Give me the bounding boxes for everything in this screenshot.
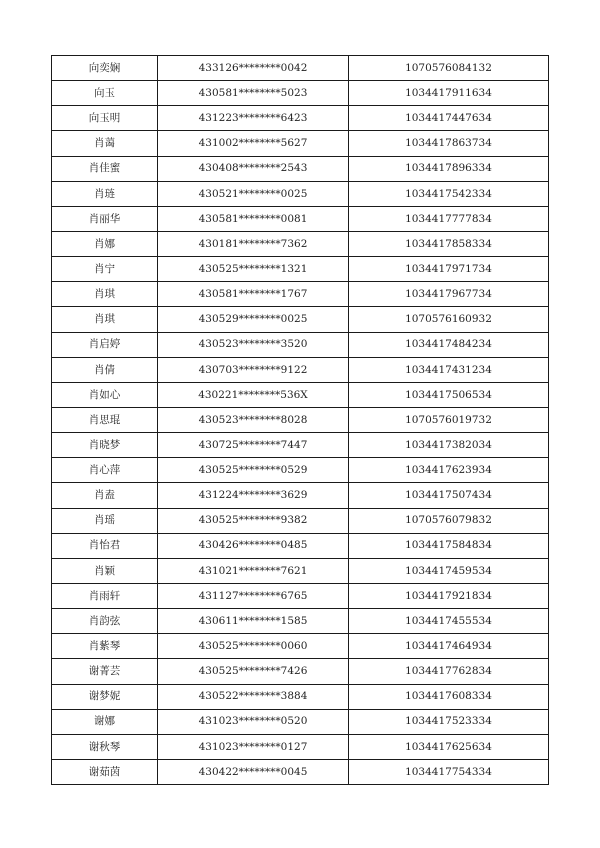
id-number-cell: 430522********3884 (158, 684, 349, 709)
id-number-cell: 430523********3520 (158, 332, 349, 357)
account-number-cell: 1034417455534 (349, 609, 549, 634)
table-row (52, 56, 549, 81)
table-row (52, 734, 549, 759)
account-number-cell: 1070576019732 (349, 407, 549, 432)
id-number-cell: 430525********1321 (158, 257, 349, 282)
name-cell: 肖琏 (52, 181, 158, 206)
id-number-cell: 430221********536X (158, 382, 349, 407)
account-number-cell: 1034417584834 (349, 533, 549, 558)
table-row (52, 483, 549, 508)
name-cell: 肖晓梦 (52, 433, 158, 458)
name-cell: 肖颖 (52, 558, 158, 583)
table-row (52, 156, 549, 181)
name-cell: 肖琪 (52, 307, 158, 332)
table-row (52, 206, 549, 231)
name-cell: 肖紫琴 (52, 634, 158, 659)
account-number-cell: 1034417911634 (349, 81, 549, 106)
id-number-cell: 430408********2543 (158, 156, 349, 181)
account-number-cell: 1070576084132 (349, 56, 549, 81)
table-row (52, 508, 549, 533)
table-row (52, 558, 549, 583)
name-cell: 肖如心 (52, 382, 158, 407)
name-cell: 肖雨轩 (52, 583, 158, 608)
id-number-cell: 431002********5627 (158, 131, 349, 156)
name-cell: 谢菁芸 (52, 659, 158, 684)
account-number-cell: 1070576160932 (349, 307, 549, 332)
account-number-cell: 1034417625634 (349, 734, 549, 759)
id-number-cell: 431023********0127 (158, 734, 349, 759)
account-number-cell: 1034417967734 (349, 282, 549, 307)
name-cell: 谢梦妮 (52, 684, 158, 709)
id-number-cell: 430181********7362 (158, 231, 349, 256)
account-number-cell: 1034417542334 (349, 181, 549, 206)
id-number-cell: 430525********0060 (158, 634, 349, 659)
table-row (52, 282, 549, 307)
table-row (52, 659, 549, 684)
id-number-cell: 431223********6423 (158, 106, 349, 131)
id-number-cell: 430525********0529 (158, 458, 349, 483)
id-number-cell: 430581********5023 (158, 81, 349, 106)
account-number-cell: 1034417777834 (349, 206, 549, 231)
id-number-cell: 431021********7621 (158, 558, 349, 583)
name-cell: 谢秋琴 (52, 734, 158, 759)
account-number-cell: 1034417431234 (349, 357, 549, 382)
table-row (52, 407, 549, 432)
account-number-cell: 1034417921834 (349, 583, 549, 608)
name-cell: 肖瑶 (52, 508, 158, 533)
name-cell: 向奕娴 (52, 56, 158, 81)
id-number-cell: 430725********7447 (158, 433, 349, 458)
id-number-cell: 430525********7426 (158, 659, 349, 684)
account-number-cell: 1034417507434 (349, 483, 549, 508)
table-row (52, 181, 549, 206)
id-number-cell: 430521********0025 (158, 181, 349, 206)
id-number-cell: 430523********8028 (158, 407, 349, 432)
id-number-cell: 431023********0520 (158, 709, 349, 734)
id-number-cell: 430525********9382 (158, 508, 349, 533)
table-row (52, 81, 549, 106)
account-number-cell: 1034417754334 (349, 759, 549, 784)
table-row (52, 231, 549, 256)
table-row (52, 433, 549, 458)
table-row (52, 382, 549, 407)
id-number-cell: 430581********0081 (158, 206, 349, 231)
name-cell: 肖宁 (52, 257, 158, 282)
name-cell: 肖丽华 (52, 206, 158, 231)
account-number-cell: 1034417608334 (349, 684, 549, 709)
name-cell: 肖怡君 (52, 533, 158, 558)
table-row (52, 106, 549, 131)
account-number-cell: 1034417464934 (349, 634, 549, 659)
table-row (52, 684, 549, 709)
account-number-cell: 1034417896334 (349, 156, 549, 181)
roster-table-body (52, 56, 549, 785)
table-row (52, 332, 549, 357)
name-cell: 肖韵弦 (52, 609, 158, 634)
name-cell: 向玉 (52, 81, 158, 106)
table-row (52, 709, 549, 734)
id-number-cell: 430581********1767 (158, 282, 349, 307)
account-number-cell: 1034417762834 (349, 659, 549, 684)
table-row (52, 307, 549, 332)
name-cell: 向玉明 (52, 106, 158, 131)
name-cell: 肖倩 (52, 357, 158, 382)
id-number-cell: 431127********6765 (158, 583, 349, 608)
name-cell: 肖琪 (52, 282, 158, 307)
name-cell: 肖盍 (52, 483, 158, 508)
account-number-cell: 1034417863734 (349, 131, 549, 156)
table-row (52, 357, 549, 382)
account-number-cell: 1034417506534 (349, 382, 549, 407)
table-row (52, 533, 549, 558)
table-row (52, 131, 549, 156)
table-row (52, 609, 549, 634)
id-number-cell: 430426********0485 (158, 533, 349, 558)
table-row (52, 458, 549, 483)
account-number-cell: 1034417484234 (349, 332, 549, 357)
account-number-cell: 1034417523334 (349, 709, 549, 734)
id-number-cell: 430529********0025 (158, 307, 349, 332)
name-cell: 肖启婷 (52, 332, 158, 357)
table-row (52, 257, 549, 282)
account-number-cell: 1034417447634 (349, 106, 549, 131)
spreadsheet-page (51, 55, 548, 785)
name-cell: 谢娜 (52, 709, 158, 734)
name-cell: 肖思琨 (52, 407, 158, 432)
roster-table (51, 55, 549, 785)
id-number-cell: 430703********9122 (158, 357, 349, 382)
account-number-cell: 1034417971734 (349, 257, 549, 282)
table-row (52, 634, 549, 659)
id-number-cell: 433126********0042 (158, 56, 349, 81)
name-cell: 肖佳蜜 (52, 156, 158, 181)
name-cell: 肖心萍 (52, 458, 158, 483)
id-number-cell: 430422********0045 (158, 759, 349, 784)
name-cell: 肖蔼 (52, 131, 158, 156)
account-number-cell: 1034417858334 (349, 231, 549, 256)
account-number-cell: 1034417623934 (349, 458, 549, 483)
account-number-cell: 1070576079832 (349, 508, 549, 533)
account-number-cell: 1034417459534 (349, 558, 549, 583)
name-cell: 肖娜 (52, 231, 158, 256)
id-number-cell: 430611********1585 (158, 609, 349, 634)
account-number-cell: 1034417382034 (349, 433, 549, 458)
table-row (52, 583, 549, 608)
id-number-cell: 431224********3629 (158, 483, 349, 508)
name-cell: 谢茹茵 (52, 759, 158, 784)
table-row (52, 759, 549, 784)
